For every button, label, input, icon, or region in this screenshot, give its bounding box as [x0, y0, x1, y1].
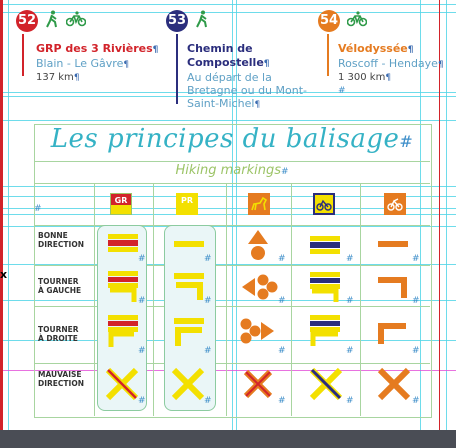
- pr-logo: [176, 193, 198, 215]
- section-title: Les principes du balisage#: [50, 124, 414, 154]
- hash-mark: #: [204, 254, 212, 264]
- row-label-bonne-direction: BONNE DIRECTION: [38, 231, 84, 249]
- hash-mark: #: [138, 254, 146, 264]
- hash-mark: #: [346, 396, 354, 406]
- svg-text:GR: GR: [114, 196, 128, 205]
- horse-icon: [248, 193, 270, 215]
- route-subtitle: Roscoff - Hendaye¶: [338, 57, 444, 70]
- hiker-icon: [195, 10, 209, 32]
- route-accent-bar: [176, 34, 178, 104]
- svg-text:PR: PR: [180, 196, 194, 205]
- row-label-mauvaise-direction: MAUVAISE DIRECTION: [38, 370, 84, 388]
- route-title-line2: Compostelle¶: [187, 56, 270, 69]
- hash-mark: #: [412, 296, 420, 306]
- hash-mark: #: [138, 296, 146, 306]
- hash-mark: #: [204, 296, 212, 306]
- route-number-badge: 54: [318, 10, 340, 32]
- hash-mark: #: [138, 396, 146, 406]
- hash-mark: #: [346, 296, 354, 306]
- row-label-tourner-droite: TOURNER À DROITE: [38, 325, 79, 343]
- route-accent-bar: [22, 34, 24, 76]
- hash-mark: #: [34, 204, 42, 214]
- route-number-badge: 53: [166, 10, 188, 32]
- hash-mark: #: [412, 346, 420, 356]
- hash-mark: #: [346, 254, 354, 264]
- gr-logo: [110, 193, 132, 215]
- hash-mark: #: [204, 396, 212, 406]
- row-label-tourner-gauche: TOURNER À GAUCHE: [38, 277, 82, 295]
- route-accent-bar: [327, 34, 329, 76]
- hash-mark: #: [204, 346, 212, 356]
- hash-mark: #: [278, 254, 286, 264]
- hash-mark: #: [338, 86, 346, 96]
- hash-mark: #: [412, 254, 420, 264]
- route-title: Chemin de: [187, 42, 253, 55]
- pasteboard-bottom: [0, 430, 456, 448]
- route-distance: 1 300 km¶: [338, 72, 392, 83]
- section-subtitle: Hiking markings#: [175, 163, 289, 178]
- hash-mark: #: [412, 396, 420, 406]
- route-card-52[interactable]: [16, 10, 86, 32]
- route-number-badge: 52: [16, 10, 38, 32]
- bike-icon: [347, 11, 367, 31]
- hiker-icon: [45, 10, 59, 32]
- hash-mark: #: [138, 346, 146, 356]
- route-title: GRP des 3 Rivières¶: [36, 42, 159, 55]
- offpage-fragment: x: [0, 268, 8, 281]
- route-card-54[interactable]: [318, 10, 367, 32]
- bike-icon: [313, 193, 335, 215]
- red-margin-bar: [0, 0, 3, 448]
- route-subtitle: Au départ de la Bretagne ou du Mont-Saint-Michel¶: [187, 71, 307, 110]
- hash-mark: #: [346, 346, 354, 356]
- route-subtitle: Blain - Le Gâvre¶: [36, 57, 130, 70]
- bike-icon: [66, 11, 86, 31]
- hash-mark: #: [278, 346, 286, 356]
- hash-mark: #: [278, 296, 286, 306]
- route-title: Vélodyssée¶: [338, 42, 414, 55]
- route-card-53[interactable]: [166, 10, 209, 32]
- route-distance: 137 km¶: [36, 72, 80, 83]
- bike-icon: [384, 193, 406, 215]
- hash-mark: #: [278, 396, 286, 406]
